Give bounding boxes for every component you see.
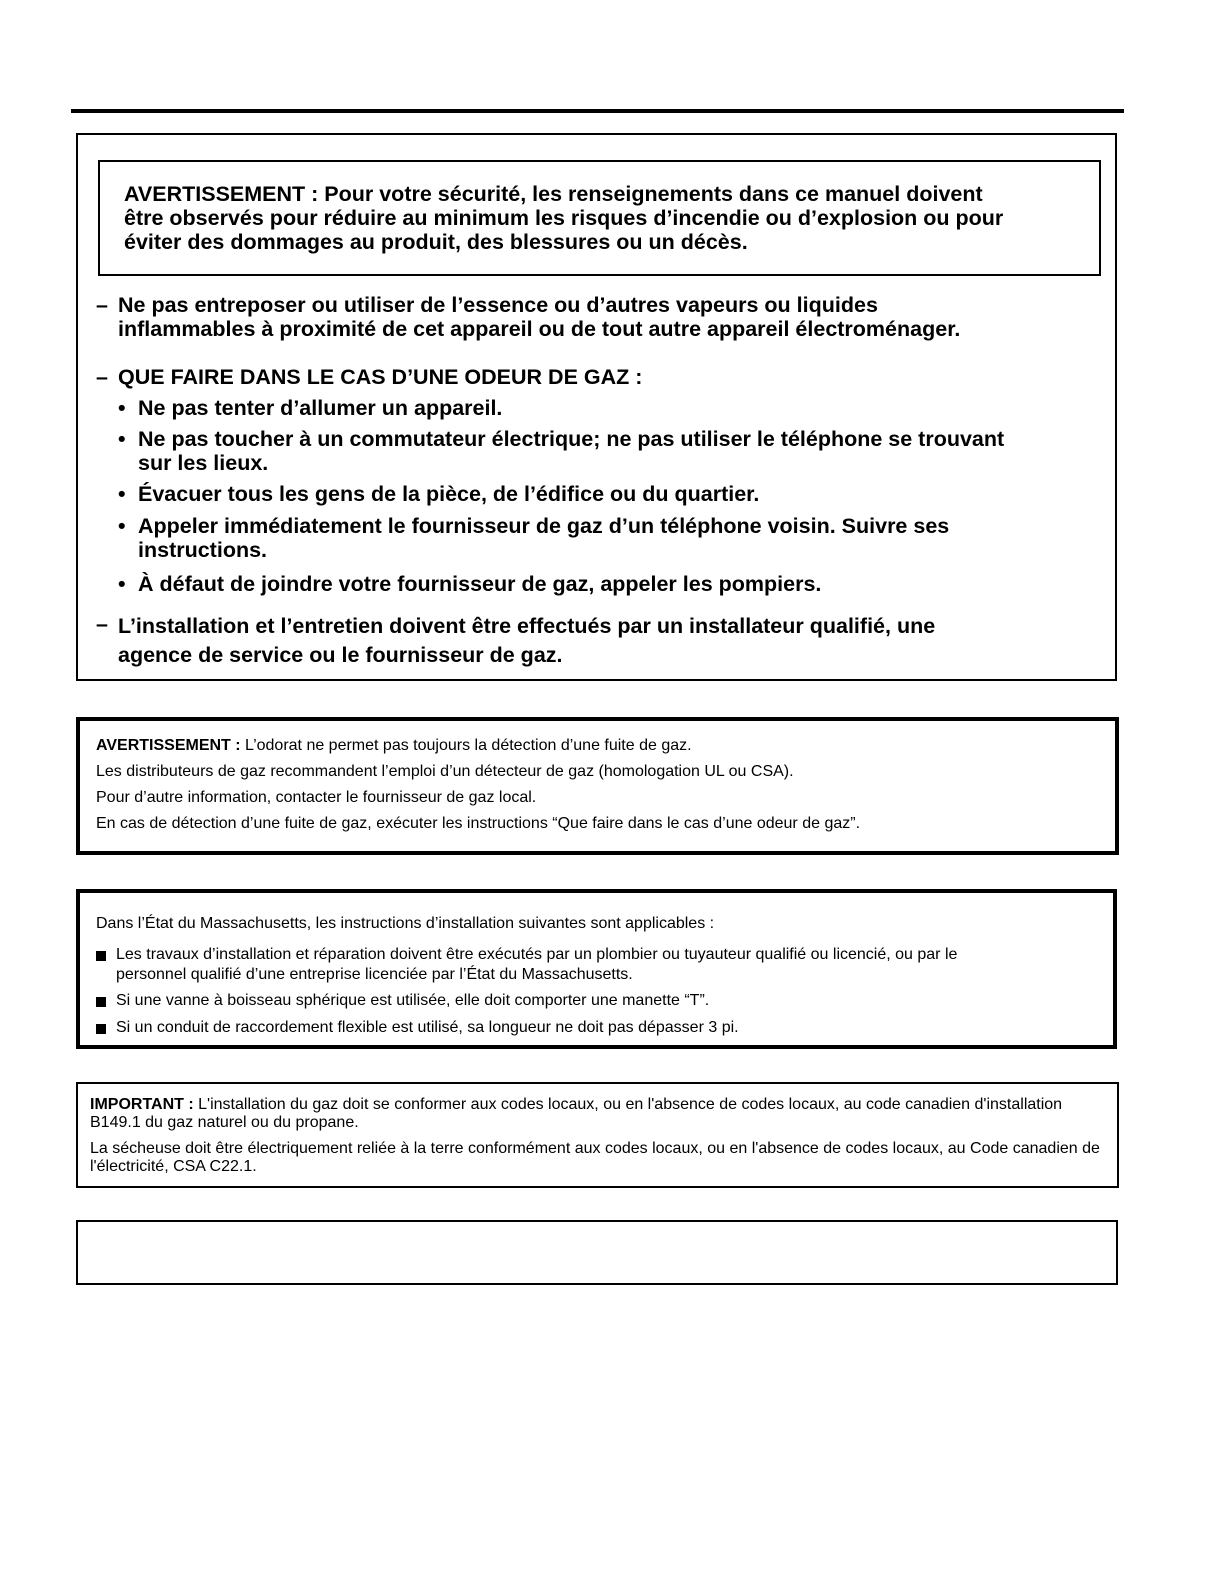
important-paragraph xyxy=(90,1096,1100,1132)
massachusetts-item xyxy=(96,991,1096,1011)
warning-header-line: éviter des dommages au produit, des blessures ou un décès. xyxy=(124,230,748,254)
important-box xyxy=(76,1082,1119,1188)
massachusetts-box xyxy=(76,889,1117,1049)
instruction-line: inflammables à proximité de cet appareil ou de tout autre appareil électroménager. xyxy=(118,317,961,341)
dash-glyph: – xyxy=(96,612,108,636)
warning-header xyxy=(98,160,1101,276)
massachusetts-line: Les travaux d’installation et réparation doivent être exécutés par un plombier ou tuyauteur qualifié ou licencié, ou par le xyxy=(116,946,958,963)
bullet-line: Évacuer tous les gens de la pièce, de l’édifice ou du quartier. xyxy=(138,482,760,506)
bullet-glyph: • xyxy=(118,396,126,420)
massachusetts-item xyxy=(96,945,1096,985)
instruction-no-flammables xyxy=(96,293,1096,341)
massachusetts-line: personnel qualifié d’une entreprise licenciée par l’État du Massachusetts. xyxy=(116,966,633,983)
bullet-line: Appeler immédiatement le fournisseur de gaz d’un téléphone voisin. Suivre ses xyxy=(138,514,950,538)
gas-detection-line: Pour d’autre information, contacter le fournisseur de gaz local. xyxy=(96,789,537,806)
bullet-item xyxy=(118,427,1098,475)
square-bullet-icon xyxy=(96,1024,106,1034)
important-text: L'installation du gaz doit se conformer aux codes locaux, ou en l'absence de codes locaux, au code canadien d'installation B149.1 du gaz naturel ou du propane. xyxy=(90,1096,1063,1131)
dash-glyph: – xyxy=(96,365,108,389)
dash-glyph: – xyxy=(96,293,108,317)
bullet-line: Ne pas toucher à un commutateur électrique; ne pas utiliser le téléphone se trouvant xyxy=(138,427,1005,451)
top-rule xyxy=(71,109,1124,113)
bullet-line: À défaut de joindre votre fournisseur de gaz, appeler les pompiers. xyxy=(138,572,822,596)
instruction-line: Ne pas entreposer ou utiliser de l’essence ou d’autres vapeurs ou liquides xyxy=(118,293,878,317)
instruction-line: agence de service ou le fournisseur de gaz. xyxy=(118,643,563,667)
gas-detection-text: L’odorat ne permet pas toujours la détection d’une fuite de gaz. xyxy=(240,737,692,754)
bullet-line: Ne pas tenter d’allumer un appareil. xyxy=(138,396,503,420)
bullet-glyph: • xyxy=(118,427,126,451)
gas-detection-line: Les distributeurs de gaz recommandent l’emploi d’un détecteur de gaz (homologation UL ou CSA). xyxy=(96,763,794,780)
bullet-item xyxy=(118,482,1098,506)
bullet-line: sur les lieux. xyxy=(138,451,269,475)
instruction-gas-odor-heading xyxy=(96,365,1096,389)
gas-detection-box xyxy=(76,717,1119,855)
bullet-item xyxy=(118,572,1098,596)
square-bullet-icon xyxy=(96,951,106,961)
gas-detection-line xyxy=(96,738,1115,754)
massachusetts-line: Si une vanne à boisseau sphérique est utilisée, elle doit comporter une manette “T”. xyxy=(116,992,710,1009)
massachusetts-intro: Dans l’État du Massachusetts, les instructions d’installation suivantes sont applicables : xyxy=(96,915,715,932)
massachusetts-item xyxy=(96,1018,1096,1038)
empty-box xyxy=(76,1220,1118,1285)
instruction-qualified-installer xyxy=(96,612,1096,670)
instruction-line: QUE FAIRE DANS LE CAS D’UNE ODEUR DE GAZ : xyxy=(118,365,643,389)
important-label: IMPORTANT : xyxy=(90,1096,194,1113)
bullet-line: instructions. xyxy=(138,538,268,562)
instruction-line: L’installation et l’entretien doivent être effectués par un installateur qualifié, une xyxy=(118,614,936,638)
warning-header-line: AVERTISSEMENT : Pour votre sécurité, les renseignements dans ce manuel doivent xyxy=(124,182,983,206)
gas-detection-line: En cas de détection d’une fuite de gaz, exécuter les instructions “Que faire dans le cas d’une odeur de gaz”. xyxy=(96,815,861,832)
important-paragraph: La sécheuse doit être électriquement reliée à la terre conformément aux codes locaux, ou en l'absence de codes locaux, au Code canadien de l'électricité, CSA C22.1. xyxy=(90,1140,1100,1175)
safety-warning-box xyxy=(76,133,1117,681)
square-bullet-icon xyxy=(96,997,106,1007)
bullet-glyph: • xyxy=(118,572,126,596)
warning-header-line: être observés pour réduire au minimum les risques d’incendie ou d’explosion ou pour xyxy=(124,206,1004,230)
bullet-item xyxy=(118,396,1098,420)
bullet-item xyxy=(118,514,1098,562)
bullet-glyph: • xyxy=(118,514,126,538)
bullet-glyph: • xyxy=(118,482,126,506)
massachusetts-line: Si un conduit de raccordement flexible est utilisé, sa longueur ne doit pas dépasser 3 pi. xyxy=(116,1019,739,1036)
warning-label: AVERTISSEMENT : xyxy=(96,737,241,754)
